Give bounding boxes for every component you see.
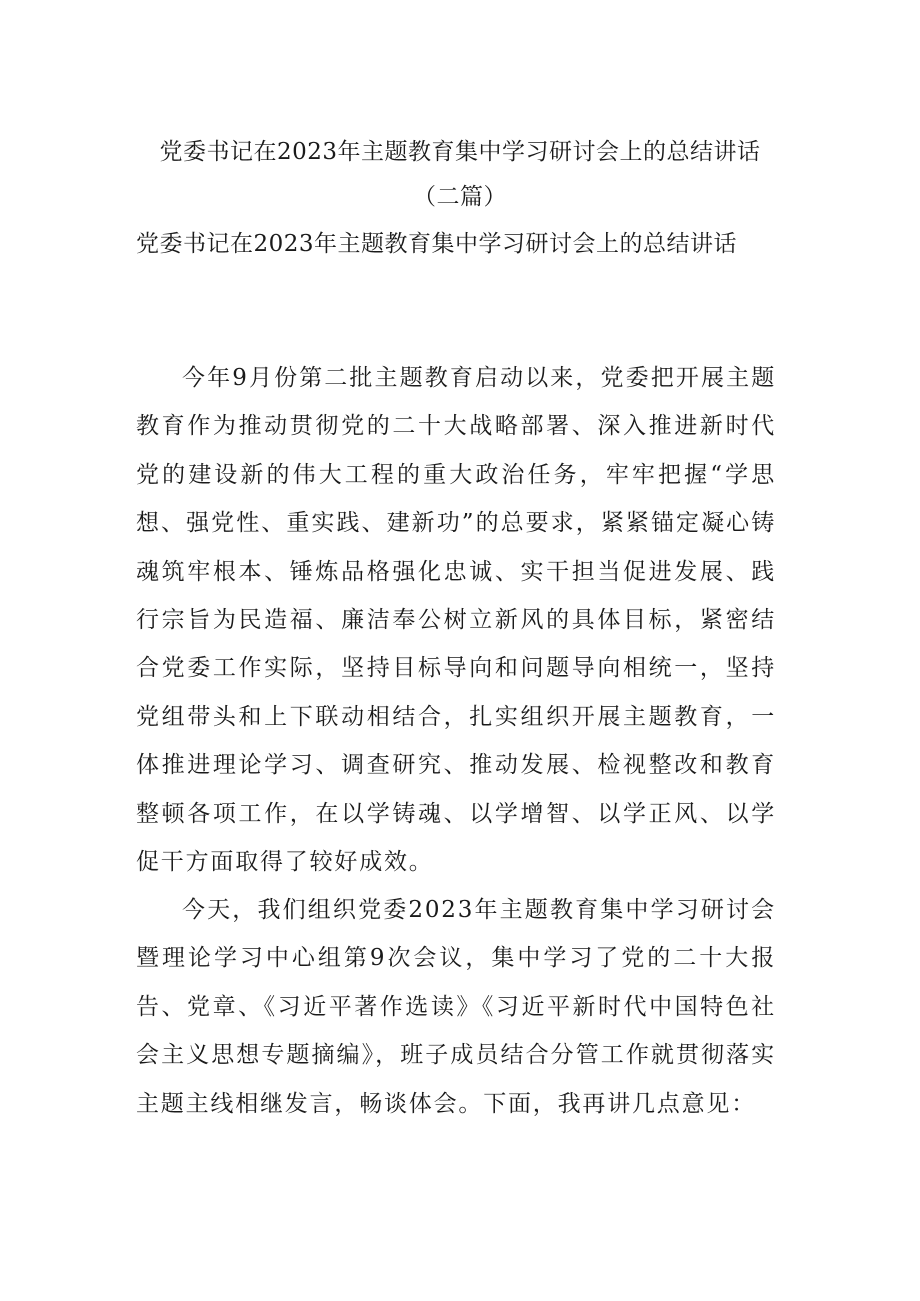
section-heading: 党委书记在2023年主题教育集中学习研讨会上的总结讲话 [136,231,738,257]
document-title-suffix: （二篇） [413,184,507,210]
body-paragraph-1: 今年9月份第二批主题教育启动以来，党委把开展主题教育作为推动贯彻党的二十大战略部署、深入推进新时代党的建设新的伟大工程的重大政治任务，牢牢把握“学思想、强党性、重实践、建新功”的总要求，紧紧锚定凝心铸魂筑牢根本、锤炼品格强化忠诚、实干担当促进发展、践行宗旨为民造福、廉洁奉公树立新风的具体目标，紧密结合党委工作实际，坚持目标导向和问题导向相统一，坚持党组带头和上下联动相结合，扎实组织开展主题教育，一体推进理论学习、调查研究、推动发展、检视整改和教育整顿各项工作，在以学铸魂、以学增智、以学正风、以学促干方面取得了较好成效。 [136,365,776,876]
body-paragraph-2: 今天，我们组织党委2023年主题教育集中学习研讨会暨理论学习中心组第9次会议，集中学习了党的二十大报告、党章、《习近平著作选读》《习近平新时代中国特色社会主义思想专题摘编》，班子成员结合分管工作就贯彻落实主题主线相继发言，畅谈体会。下面，我再讲几点意见： [136,897,776,1117]
document-title: 党委书记在2023年主题教育集中学习研讨会上的总结讲话 [159,139,761,165]
